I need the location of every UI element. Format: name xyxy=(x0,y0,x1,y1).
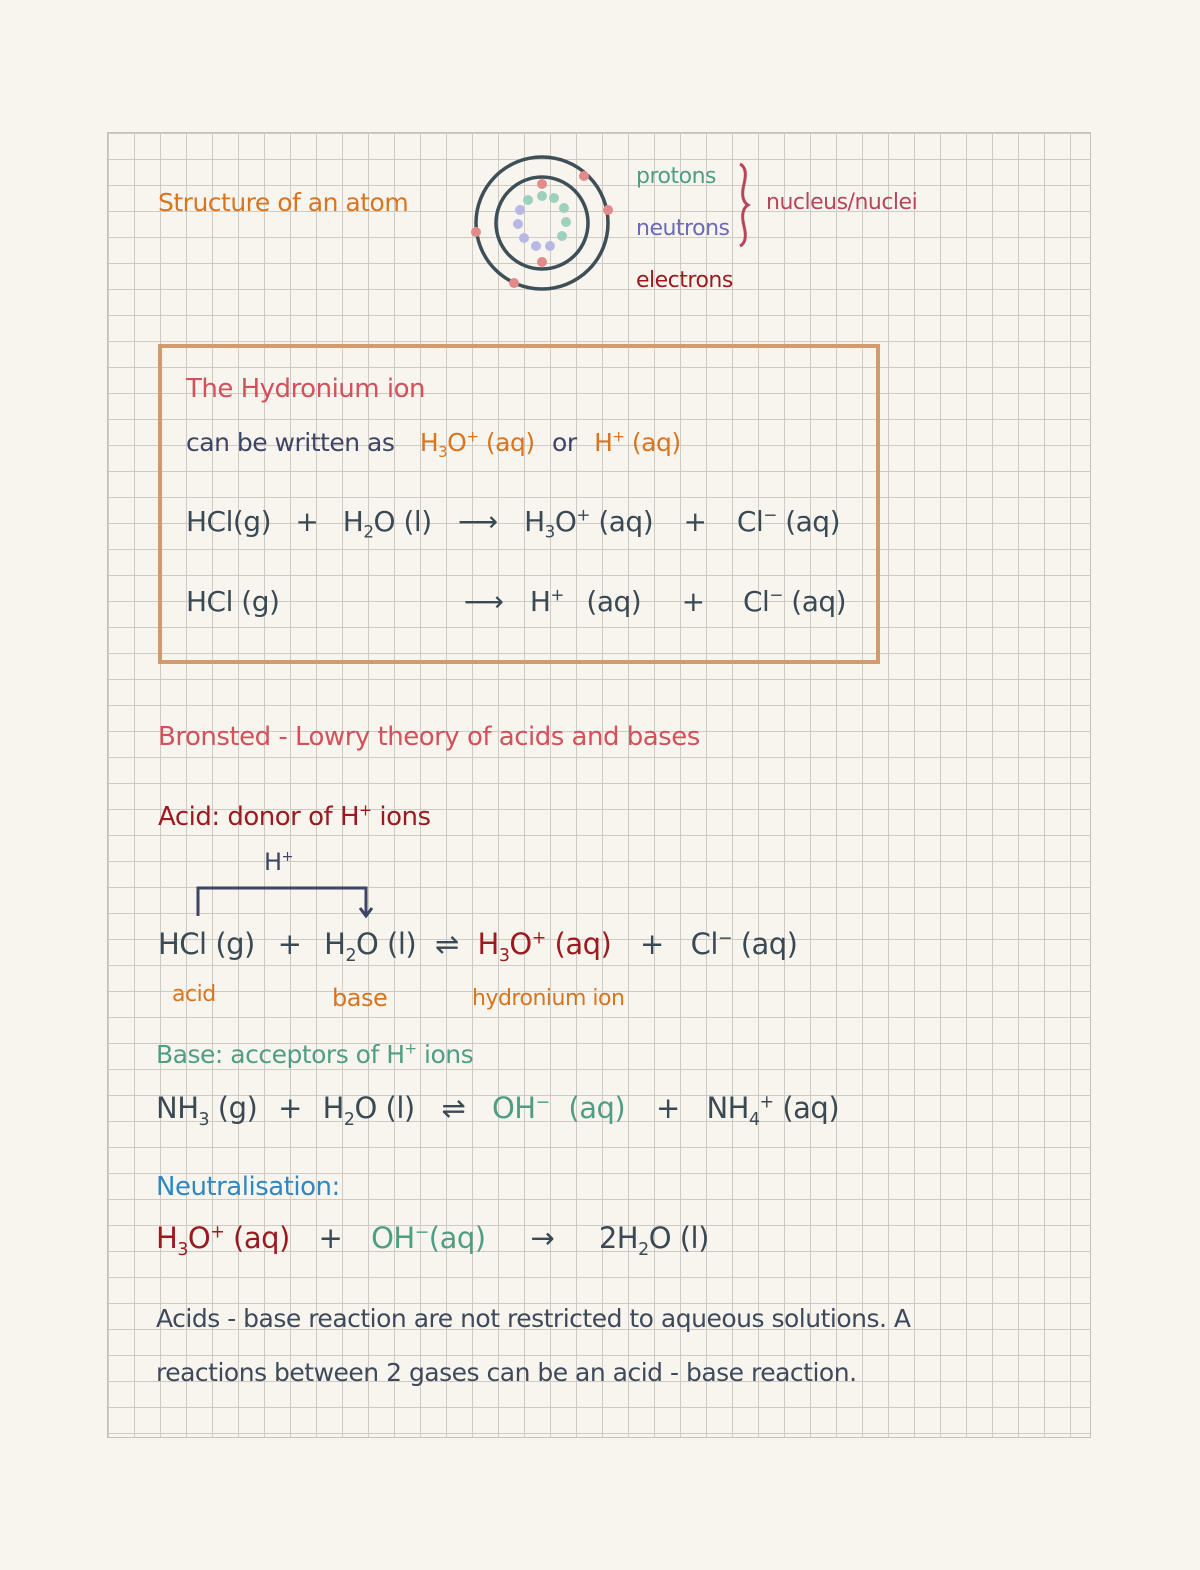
legend-protons: protons xyxy=(636,164,716,189)
arrow-icon: ⟶ xyxy=(463,585,504,618)
hydronium-form2: H+ (aq) xyxy=(594,427,681,457)
hydronium-eq1: $HCl(g) + H_2O$ (l) ⟶ $H_3O^+$ (aq) + Cl− (aq) xyxy=(186,504,840,542)
written-prefix: can be written as xyxy=(186,428,395,457)
proton-transfer-arrow xyxy=(190,880,380,922)
hydronium-title: The Hydronium ion xyxy=(186,374,425,404)
label-acid: acid xyxy=(172,982,216,1007)
bronsted-equation: HCl $(g) + H_2O$ (l) ⇌ $H_3O^+$ (aq) + Cl− (aq) xyxy=(158,927,798,966)
acid-definition: Acid: donor of H+ ions xyxy=(158,801,431,832)
label-base: base xyxy=(332,984,388,1012)
ammonia-equation: $NH_3$ $(g) + H_2O$ (l) ⇌ OH− $(aq) + NH_4^+$ (aq) xyxy=(156,1091,840,1130)
equilibrium-arrow-icon: ⇌ xyxy=(441,1091,466,1125)
inner-shell xyxy=(496,177,588,269)
brace-icon xyxy=(734,160,754,250)
equilibrium-arrow-icon: ⇌ xyxy=(434,927,459,961)
nucleus xyxy=(513,191,571,251)
arrow-icon: → xyxy=(530,1221,555,1255)
proton-transfer-label: H+ xyxy=(264,848,294,876)
neutralisation-title: Neutralisation: xyxy=(156,1172,340,1202)
hydronium-eq2: HCl (g) ⟶ H+ (aq) + Cl− (aq) xyxy=(186,584,847,618)
note-line-1: Acids - base reaction are not restricted to aqueous solutions. A xyxy=(156,1304,911,1333)
atom-diagram xyxy=(466,150,626,300)
legend-electrons: electrons xyxy=(636,268,733,293)
legend-neutrons: neutrons xyxy=(636,216,730,241)
legend-group: nucleus/nuclei xyxy=(766,190,918,215)
note-line-2: reactions between 2 gases can be an acid - base reaction. xyxy=(156,1358,857,1387)
arrow-icon: ⟶ xyxy=(458,505,498,538)
label-hydronium: hydronium ion xyxy=(472,986,625,1011)
or-text: or xyxy=(552,428,577,457)
hydronium-form1: $H_3O^+$ (aq) xyxy=(419,427,535,461)
hydronium-written-as xyxy=(186,427,681,461)
neutralisation-equation: $H_3O^+$ $(aq) + OH^-(aq) \to 2H_2O$ (l) xyxy=(156,1221,709,1260)
bronsted-title: Bronsted - Lowry theory of acids and bases xyxy=(158,722,700,752)
atom-title: Structure of an atom xyxy=(158,188,409,217)
base-definition: Base: acceptors of H+ ions xyxy=(156,1039,474,1069)
